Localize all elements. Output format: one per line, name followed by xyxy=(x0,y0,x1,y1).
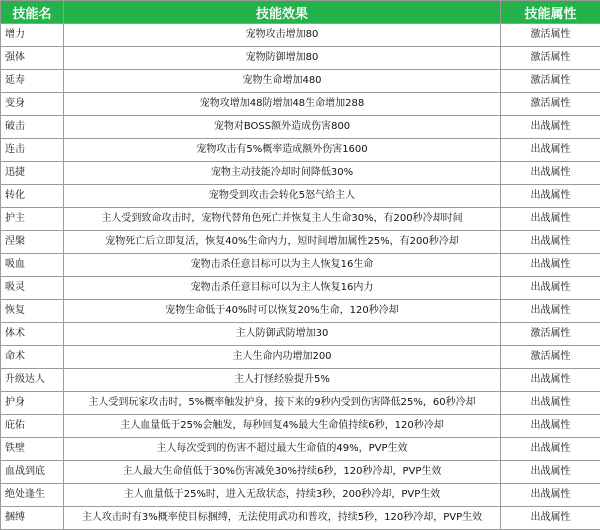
skill-name-cell: 强体 xyxy=(1,47,64,70)
skill-effect-cell: 主人受到玩家攻击时，5%概率触发护身，接下来的9秒内受到伤害降低25%，60秒冷却 xyxy=(64,392,501,415)
skill-attribute-cell: 出战属性 xyxy=(501,369,600,392)
skill-attribute-cell: 激活属性 xyxy=(501,70,600,93)
skill-name-cell: 护主 xyxy=(1,208,64,231)
table-row xyxy=(1,323,600,346)
header-skill-effect: 技能效果 xyxy=(64,1,501,24)
skill-effect-cell: 宠物击杀任意目标可以为主人恢复16生命 xyxy=(64,254,501,277)
table-body xyxy=(1,24,600,530)
skill-name-cell: 庇佑 xyxy=(1,415,64,438)
skill-effect-cell: 主人攻击时有3%概率使目标捆缚，无法使用武功和普攻，持续5秒，120秒冷却，PVP生效 xyxy=(64,507,501,530)
skill-attribute-cell: 出战属性 xyxy=(501,300,600,323)
skill-name-cell: 护身 xyxy=(1,392,64,415)
skill-name-cell: 涅槃 xyxy=(1,231,64,254)
table-row xyxy=(1,277,600,300)
table-row xyxy=(1,392,600,415)
skill-effect-cell: 宠物生命低于40%时可以恢复20%生命，120秒冷却 xyxy=(64,300,501,323)
header-row xyxy=(1,1,600,24)
skill-attribute-cell: 出战属性 xyxy=(501,231,600,254)
skill-attribute-cell: 出战属性 xyxy=(501,254,600,277)
skill-effect-cell: 宠物防御增加80 xyxy=(64,47,501,70)
skill-effect-cell: 宠物对BOSS额外造成伤害800 xyxy=(64,116,501,139)
skill-attribute-cell: 出战属性 xyxy=(501,208,600,231)
skill-name-cell: 破击 xyxy=(1,116,64,139)
table-row xyxy=(1,507,600,530)
table-row xyxy=(1,185,600,208)
skill-attribute-cell: 出战属性 xyxy=(501,116,600,139)
skill-effect-cell: 主人每次受到的伤害不超过最大生命值的49%，PVP生效 xyxy=(64,438,501,461)
skill-effect-cell: 主人血量低于25%会触发，每秒回复4%最大生命值持续6秒，120秒冷却 xyxy=(64,415,501,438)
table-row xyxy=(1,93,600,116)
skill-attribute-cell: 出战属性 xyxy=(501,461,600,484)
skill-name-cell: 升级达人 xyxy=(1,369,64,392)
skill-name-cell: 增力 xyxy=(1,24,64,47)
skill-effect-cell: 主人受到致命攻击时，宠物代替角色死亡并恢复主人生命30%，有200秒冷却时间 xyxy=(64,208,501,231)
skill-name-cell: 恢复 xyxy=(1,300,64,323)
skill-effect-cell: 主人血量低于25%时，进入无敌状态，持续3秒，200秒冷却，PVP生效 xyxy=(64,484,501,507)
skill-name-cell: 命术 xyxy=(1,346,64,369)
skill-effect-cell: 宠物攻击有5%概率造成额外伤害1600 xyxy=(64,139,501,162)
table-row xyxy=(1,139,600,162)
skill-name-cell: 延寿 xyxy=(1,70,64,93)
skill-attribute-cell: 出战属性 xyxy=(501,484,600,507)
skill-name-cell: 铁壁 xyxy=(1,438,64,461)
table-row xyxy=(1,461,600,484)
table-row xyxy=(1,70,600,93)
table-row xyxy=(1,300,600,323)
skill-attribute-cell: 激活属性 xyxy=(501,323,600,346)
table-row xyxy=(1,346,600,369)
skill-name-cell: 连击 xyxy=(1,139,64,162)
table-row xyxy=(1,208,600,231)
skill-attribute-cell: 激活属性 xyxy=(501,47,600,70)
skill-attribute-cell: 激活属性 xyxy=(501,93,600,116)
table-row xyxy=(1,116,600,139)
skill-name-cell: 绝处逢生 xyxy=(1,484,64,507)
table-row xyxy=(1,369,600,392)
skill-effect-cell: 宠物主动技能冷却时间降低30% xyxy=(64,162,501,185)
skill-name-cell: 体术 xyxy=(1,323,64,346)
skill-attribute-cell: 出战属性 xyxy=(501,415,600,438)
skill-effect-cell: 主人防御武防增加30 xyxy=(64,323,501,346)
skill-effect-cell: 主人最大生命值低于30%伤害减免30%持续6秒，120秒冷却，PVP生效 xyxy=(64,461,501,484)
skill-name-cell: 变身 xyxy=(1,93,64,116)
table-row xyxy=(1,47,600,70)
table-row xyxy=(1,162,600,185)
skill-name-cell: 转化 xyxy=(1,185,64,208)
skill-attribute-cell: 出战属性 xyxy=(501,185,600,208)
skill-name-cell: 吸灵 xyxy=(1,277,64,300)
header-skill-attribute: 技能属性 xyxy=(501,1,600,24)
header-skill-name: 技能名 xyxy=(1,1,64,24)
skill-attribute-cell: 出战属性 xyxy=(501,139,600,162)
skill-effect-cell: 宠物击杀任意目标可以为主人恢复16内力 xyxy=(64,277,501,300)
table-row xyxy=(1,484,600,507)
skill-effect-cell: 宠物攻击增加80 xyxy=(64,24,501,47)
skill-effect-cell: 宠物受到攻击会转化5怒气给主人 xyxy=(64,185,501,208)
skill-effect-cell: 主人生命内功增加200 xyxy=(64,346,501,369)
skill-attribute-cell: 出战属性 xyxy=(501,277,600,300)
skill-name-cell: 迅捷 xyxy=(1,162,64,185)
skill-name-cell: 捆缚 xyxy=(1,507,64,530)
table-row xyxy=(1,254,600,277)
skill-attribute-cell: 出战属性 xyxy=(501,438,600,461)
skill-effect-cell: 主人打怪经验提升5% xyxy=(64,369,501,392)
skill-name-cell: 吸血 xyxy=(1,254,64,277)
table-row xyxy=(1,415,600,438)
skill-attribute-cell: 出战属性 xyxy=(501,392,600,415)
skill-name-cell: 血战到底 xyxy=(1,461,64,484)
skill-attribute-cell: 激活属性 xyxy=(501,24,600,47)
table-row xyxy=(1,231,600,254)
skill-effect-cell: 宠物生命增加480 xyxy=(64,70,501,93)
skill-attribute-cell: 激活属性 xyxy=(501,346,600,369)
skill-attribute-cell: 出战属性 xyxy=(501,507,600,530)
skill-effect-cell: 宠物死亡后立即复活，恢复40%生命内力，短时间增加属性25%，有200秒冷却 xyxy=(64,231,501,254)
table-row xyxy=(1,24,600,47)
table-row xyxy=(1,438,600,461)
skill-attribute-cell: 出战属性 xyxy=(501,162,600,185)
skill-effect-cell: 宠物攻增加48防增加48生命增加288 xyxy=(64,93,501,116)
